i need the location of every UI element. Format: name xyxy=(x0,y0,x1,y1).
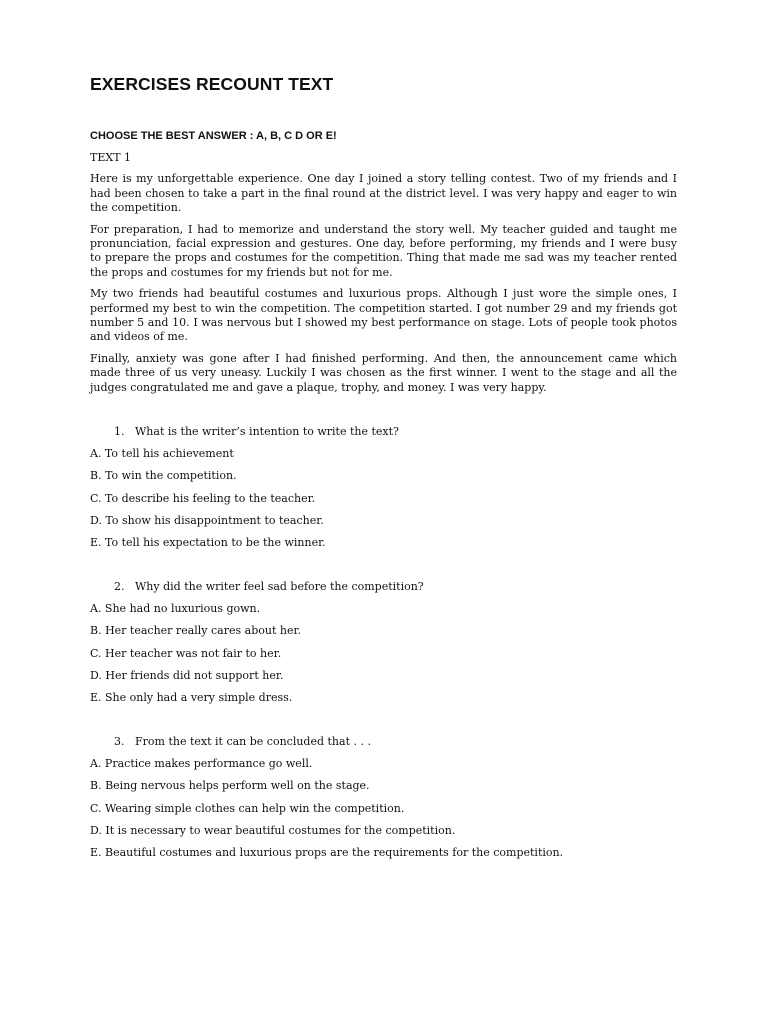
answer-option: A. She had no luxurious gown. xyxy=(90,602,261,616)
answer-option: B. To win the competition. xyxy=(90,469,237,483)
question-2 xyxy=(90,576,677,598)
document-title: EXERCISES RECOUNT TEXT xyxy=(90,74,334,94)
document-page xyxy=(90,73,677,395)
question-number: 2. xyxy=(114,580,125,593)
answer-option: E. Beautiful costumes and luxurious props are the requirements for the competition. xyxy=(90,845,564,859)
question-number: 3. xyxy=(114,735,125,748)
answer-option: D. To show his disappointment to teacher. xyxy=(90,513,324,527)
paragraph: Here is my unforgettable experience. One day I joined a story telling contest. Two of my friends and I had been chosen to take a part in the final round at the district level. I was very happy and eager to win the competition. xyxy=(90,172,677,215)
answer-option: C. Wearing simple clothes can help win the competition. xyxy=(90,801,405,815)
question-text: What is the writer’s intention to write the text? xyxy=(135,425,399,438)
question-number: 1. xyxy=(114,425,125,438)
answer-option: B. Her teacher really cares about her. xyxy=(90,624,301,638)
answer-option: D. Her friends did not support her. xyxy=(90,668,284,682)
question-text: Why did the writer feel sad before the competition? xyxy=(135,580,424,593)
answer-option: E. To tell his expectation to be the winner. xyxy=(90,535,326,549)
question-3-block xyxy=(90,731,677,864)
answer-option: A. Practice makes performance go well. xyxy=(90,757,313,771)
paragraph: Finally, anxiety was gone after I had finished performing. And then, the announcement came which made three of us very uneasy. Luckily I was chosen as the first winner. I went to the stage and all the judges congratulated me and gave a plaque, trophy, and money. I was very happy. xyxy=(90,351,677,394)
paragraph: For preparation, I had to memorize and understand the story well. My teacher guided and taught me pronunciation, facial expression and gestures. One day, before performing, my friends and I were busy to prepare the props and costumes for the competition. Thing that made me sad was my teacher rented the props and costumes for my friends but not for me. xyxy=(90,222,677,279)
question-1 xyxy=(90,421,677,443)
paragraph: My two friends had beautiful costumes and luxurious props. Although I just wore the simple ones, I performed my best to win the competition. The competition started. I got number 29 and my friends got number 5 and 10. I was nervous but I showed my best performance on stage. Lots of people took photos and videos of me. xyxy=(90,287,677,344)
question-1-block xyxy=(90,421,677,554)
answer-option: C. Her teacher was not fair to her. xyxy=(90,646,282,660)
question-3 xyxy=(90,731,677,753)
answer-option: E. She only had a very simple dress. xyxy=(90,690,293,704)
instruction-text: CHOOSE THE BEST ANSWER : A, B, C D OR E! xyxy=(90,130,337,142)
question-text: From the text it can be concluded that . . . xyxy=(135,735,371,748)
text-label: TEXT 1 xyxy=(90,151,132,164)
answer-option: A. To tell his achievement xyxy=(90,447,234,461)
answer-option: C. To describe his feeling to the teacher. xyxy=(90,491,316,505)
answer-option: B. Being nervous helps perform well on the stage. xyxy=(90,779,370,793)
question-2-block xyxy=(90,576,677,709)
answer-option: D. It is necessary to wear beautiful costumes for the competition. xyxy=(90,823,456,837)
